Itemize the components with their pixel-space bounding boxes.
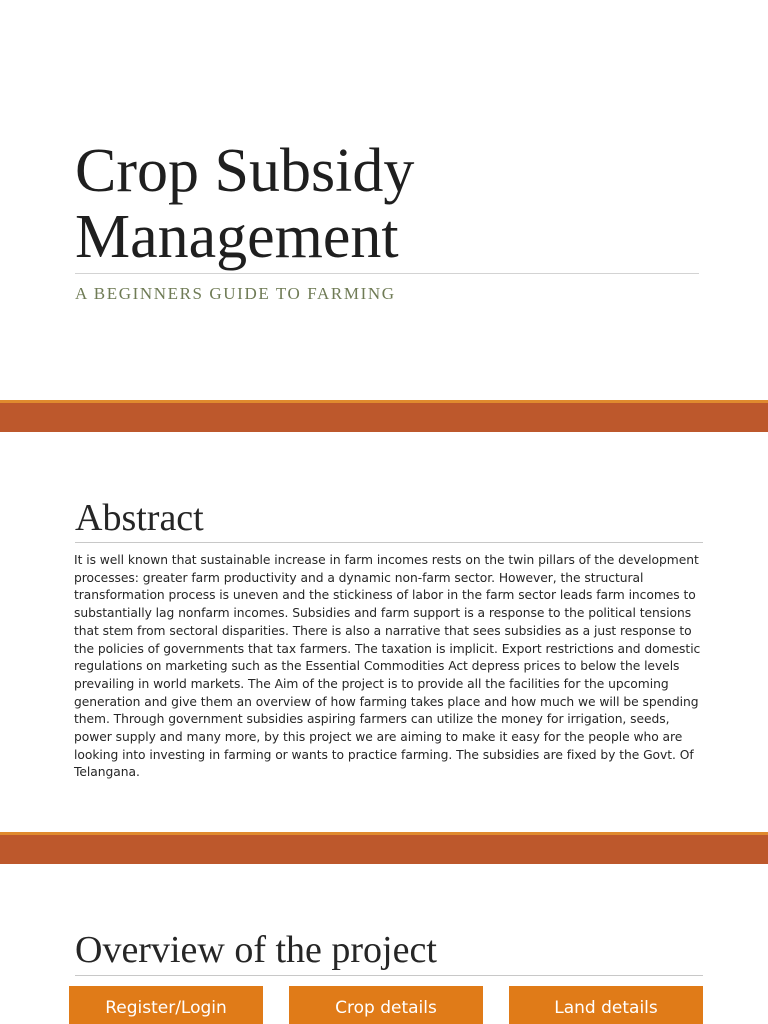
land-details-box[interactable]: Land details — [509, 986, 703, 1024]
title-divider — [75, 273, 699, 274]
slide-separator — [0, 832, 768, 864]
abstract-slide — [0, 432, 768, 832]
abstract-divider — [75, 542, 703, 543]
overview-divider — [75, 975, 703, 976]
abstract-body-text: It is well known that sustainable increase in farm incomes rests on the twin pillars of the development processes: greater farm productivity and a dynamic non-farm sector. However, the structural transformation process is uneven and the stickiness of labor in the farm sector leads farm incomes to substantially lag nonfarm incomes. Subsidies and farm support is a response to the political tensions that stem from sectoral disparities. There is also a narrative that sees subsidies as a just response to the policies of governments that tax farmers. The taxation is implicit. Export restrictions and domestic regulations on marketing such as the Essential Commodities Act depress prices to below the levels prevailing in world markets. The Aim of the project is to provide all the facilities for the upcoming generation and give them an overview of how farming takes place and how much we will be spending them. Through government subsidies aspiring farmers can utilize the money for irrigation, seeds, power supply and many more, by this project we are aiming to make it easy for the people who are looking into investing in farming or wants to practice farming. The subsidies are fixed by the Govt. Of Telangana. — [74, 553, 701, 780]
abstract-heading: Abstract — [75, 497, 204, 539]
presentation-title: Crop Subsidy Management — [75, 137, 415, 271]
title-slide — [0, 0, 768, 400]
slide-separator — [0, 400, 768, 432]
register-login-box[interactable]: Register/Login — [69, 986, 263, 1024]
presentation-subtitle: A BEGINNERS GUIDE TO FARMING — [75, 284, 396, 303]
crop-details-box[interactable]: Crop details — [289, 986, 483, 1024]
overview-slide — [0, 864, 768, 1024]
overview-heading: Overview of the project — [75, 929, 437, 971]
